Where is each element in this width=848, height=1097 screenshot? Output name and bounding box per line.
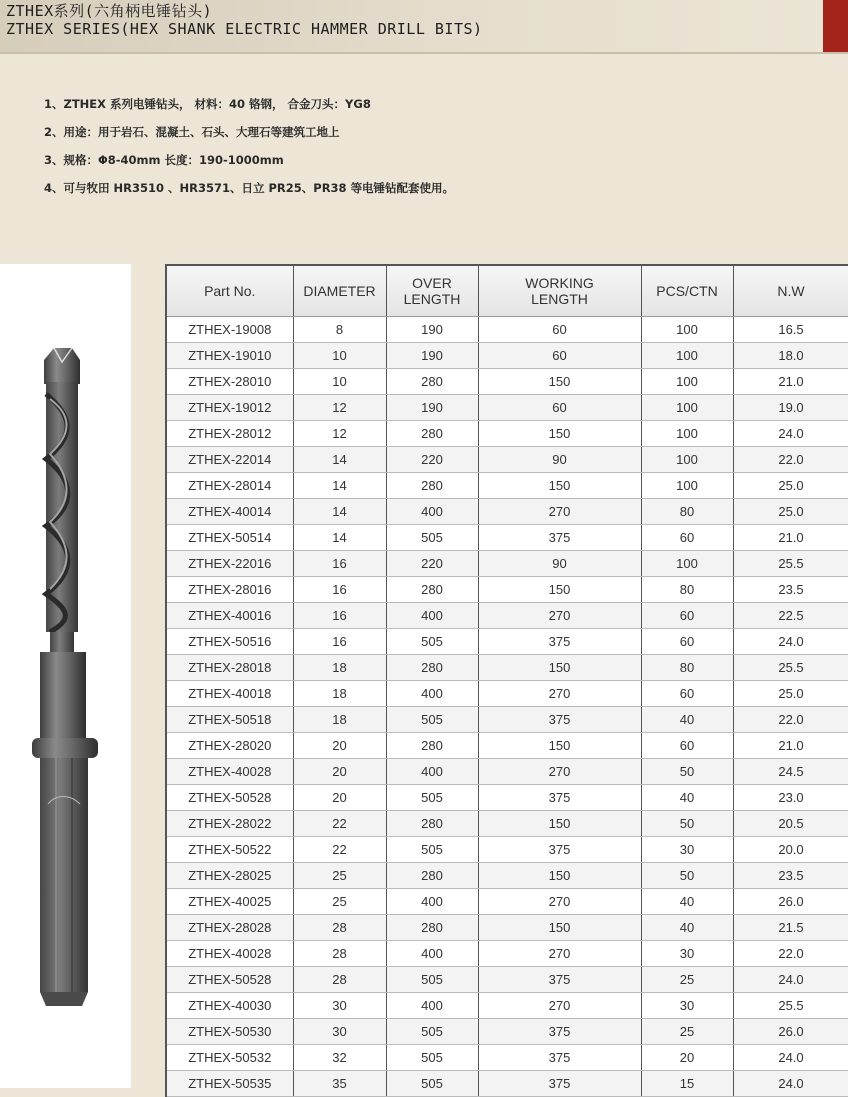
diameter-cell: 16 <box>293 551 386 577</box>
pcs-ctn-cell: 100 <box>641 421 733 447</box>
part-no-cell: ZTHEX-19010 <box>166 343 293 369</box>
nw-cell: 22.0 <box>733 447 848 473</box>
nw-cell: 20.0 <box>733 837 848 863</box>
pcs-ctn-cell: 100 <box>641 369 733 395</box>
diameter-cell: 28 <box>293 967 386 993</box>
part-no-cell: ZTHEX-50528 <box>166 785 293 811</box>
nw-cell: 26.0 <box>733 889 848 915</box>
part-no-cell: ZTHEX-50518 <box>166 707 293 733</box>
nw-cell: 18.0 <box>733 343 848 369</box>
diameter-cell: 14 <box>293 473 386 499</box>
title-english: ZTHEX SERIES(HEX SHANK ELECTRIC HAMMER DRILL BITS) <box>6 20 483 38</box>
table-row <box>166 577 848 603</box>
nw-cell: 24.0 <box>733 421 848 447</box>
table-row <box>166 681 848 707</box>
table-row <box>166 525 848 551</box>
over-length-cell: 400 <box>386 889 478 915</box>
pcs-ctn-cell: 100 <box>641 473 733 499</box>
spec-item: 2、用途：用于岩石、混凝土、石头、大理石等建筑工地上 <box>44 125 340 139</box>
table-row <box>166 1019 848 1045</box>
spec-table <box>165 264 848 1097</box>
working-length-cell: 270 <box>478 499 641 525</box>
over-length-cell: 505 <box>386 837 478 863</box>
col-pcs-ctn: PCS/CTN <box>641 265 733 317</box>
working-length-cell: 375 <box>478 629 641 655</box>
table-row <box>166 603 848 629</box>
pcs-ctn-cell: 40 <box>641 707 733 733</box>
working-length-cell: 270 <box>478 993 641 1019</box>
diameter-cell: 14 <box>293 525 386 551</box>
part-no-cell: ZTHEX-40014 <box>166 499 293 525</box>
diameter-cell: 8 <box>293 317 386 343</box>
over-length-cell: 505 <box>386 629 478 655</box>
table-row <box>166 811 848 837</box>
table-row <box>166 915 848 941</box>
working-length-cell: 150 <box>478 655 641 681</box>
diameter-cell: 25 <box>293 863 386 889</box>
part-no-cell: ZTHEX-28016 <box>166 577 293 603</box>
nw-cell: 20.5 <box>733 811 848 837</box>
over-length-cell: 280 <box>386 421 478 447</box>
diameter-cell: 22 <box>293 837 386 863</box>
part-no-cell: ZTHEX-50528 <box>166 967 293 993</box>
pcs-ctn-cell: 50 <box>641 811 733 837</box>
part-no-cell: ZTHEX-19008 <box>166 317 293 343</box>
table-row <box>166 317 848 343</box>
nw-cell: 25.5 <box>733 655 848 681</box>
pcs-ctn-cell: 60 <box>641 525 733 551</box>
over-length-cell: 505 <box>386 1045 478 1071</box>
part-no-cell: ZTHEX-40018 <box>166 681 293 707</box>
spec-list <box>44 94 454 206</box>
working-length-cell: 375 <box>478 1071 641 1097</box>
working-length-cell: 90 <box>478 447 641 473</box>
over-length-cell: 280 <box>386 733 478 759</box>
part-no-cell: ZTHEX-28025 <box>166 863 293 889</box>
part-no-cell: ZTHEX-28018 <box>166 655 293 681</box>
table-row <box>166 343 848 369</box>
over-length-cell: 220 <box>386 551 478 577</box>
table-row <box>166 395 848 421</box>
spec-item: 3、规格：Φ8-40mm 长度：190-1000mm <box>44 153 284 167</box>
table-row <box>166 707 848 733</box>
part-no-cell: ZTHEX-50530 <box>166 1019 293 1045</box>
diameter-cell: 18 <box>293 655 386 681</box>
nw-cell: 24.0 <box>733 967 848 993</box>
part-no-cell: ZTHEX-50532 <box>166 1045 293 1071</box>
working-length-cell: 270 <box>478 759 641 785</box>
part-no-cell: ZTHEX-40016 <box>166 603 293 629</box>
nw-cell: 22.5 <box>733 603 848 629</box>
pcs-ctn-cell: 100 <box>641 395 733 421</box>
diameter-cell: 16 <box>293 629 386 655</box>
part-no-cell: ZTHEX-50516 <box>166 629 293 655</box>
diameter-cell: 12 <box>293 421 386 447</box>
table-row <box>166 837 848 863</box>
part-no-cell: ZTHEX-22014 <box>166 447 293 473</box>
diameter-cell: 35 <box>293 1071 386 1097</box>
pcs-ctn-cell: 30 <box>641 941 733 967</box>
pcs-ctn-cell: 100 <box>641 343 733 369</box>
over-length-cell: 400 <box>386 681 478 707</box>
table-row <box>166 421 848 447</box>
part-no-cell: ZTHEX-40030 <box>166 993 293 1019</box>
working-length-cell: 60 <box>478 317 641 343</box>
nw-cell: 23.5 <box>733 577 848 603</box>
table-row <box>166 941 848 967</box>
col-working-length: WORKING LENGTH <box>478 265 641 317</box>
pcs-ctn-cell: 15 <box>641 1071 733 1097</box>
pcs-ctn-cell: 40 <box>641 785 733 811</box>
working-length-cell: 150 <box>478 811 641 837</box>
product-photo <box>0 264 131 1088</box>
over-length-cell: 190 <box>386 395 478 421</box>
working-length-cell: 375 <box>478 785 641 811</box>
pcs-ctn-cell: 100 <box>641 317 733 343</box>
part-no-cell: ZTHEX-50514 <box>166 525 293 551</box>
table-body <box>166 317 848 1097</box>
table-row <box>166 1045 848 1071</box>
pcs-ctn-cell: 25 <box>641 967 733 993</box>
table-row <box>166 499 848 525</box>
pcs-ctn-cell: 30 <box>641 837 733 863</box>
part-no-cell: ZTHEX-28022 <box>166 811 293 837</box>
pcs-ctn-cell: 25 <box>641 1019 733 1045</box>
working-length-cell: 375 <box>478 967 641 993</box>
over-length-cell: 280 <box>386 811 478 837</box>
pcs-ctn-cell: 50 <box>641 759 733 785</box>
over-length-cell: 400 <box>386 499 478 525</box>
working-length-cell: 375 <box>478 837 641 863</box>
nw-cell: 25.5 <box>733 551 848 577</box>
pcs-ctn-cell: 30 <box>641 993 733 1019</box>
nw-cell: 21.0 <box>733 525 848 551</box>
working-length-cell: 150 <box>478 863 641 889</box>
nw-cell: 22.0 <box>733 941 848 967</box>
over-length-cell: 505 <box>386 785 478 811</box>
over-length-cell: 280 <box>386 473 478 499</box>
title-chinese: ZTHEX系列(六角柄电锤钻头) <box>6 2 213 20</box>
working-length-cell: 90 <box>478 551 641 577</box>
over-length-cell: 505 <box>386 707 478 733</box>
table-row <box>166 629 848 655</box>
diameter-cell: 25 <box>293 889 386 915</box>
table-row <box>166 733 848 759</box>
pcs-ctn-cell: 40 <box>641 889 733 915</box>
over-length-cell: 400 <box>386 759 478 785</box>
nw-cell: 22.0 <box>733 707 848 733</box>
table-row <box>166 993 848 1019</box>
pcs-ctn-cell: 60 <box>641 603 733 629</box>
col-diameter: DIAMETER <box>293 265 386 317</box>
over-length-cell: 400 <box>386 993 478 1019</box>
over-length-cell: 505 <box>386 1071 478 1097</box>
nw-cell: 23.0 <box>733 785 848 811</box>
over-length-cell: 280 <box>386 655 478 681</box>
table-row <box>166 447 848 473</box>
diameter-cell: 22 <box>293 811 386 837</box>
table-row <box>166 551 848 577</box>
diameter-cell: 10 <box>293 343 386 369</box>
over-length-cell: 280 <box>386 577 478 603</box>
diameter-cell: 28 <box>293 915 386 941</box>
pcs-ctn-cell: 50 <box>641 863 733 889</box>
diameter-cell: 30 <box>293 993 386 1019</box>
pcs-ctn-cell: 80 <box>641 499 733 525</box>
nw-cell: 23.5 <box>733 863 848 889</box>
diameter-cell: 30 <box>293 1019 386 1045</box>
header-divider <box>0 52 848 54</box>
table-row <box>166 759 848 785</box>
table-row <box>166 473 848 499</box>
part-no-cell: ZTHEX-28010 <box>166 369 293 395</box>
working-length-cell: 270 <box>478 681 641 707</box>
over-length-cell: 220 <box>386 447 478 473</box>
over-length-cell: 400 <box>386 941 478 967</box>
pcs-ctn-cell: 100 <box>641 551 733 577</box>
nw-cell: 21.5 <box>733 915 848 941</box>
working-length-cell: 150 <box>478 421 641 447</box>
table-header-row <box>166 265 848 317</box>
spec-item: 4、可与牧田 HR3510 、HR3571、日立 PR25、PR38 等电锤钻配套使用。 <box>44 181 455 195</box>
working-length-cell: 150 <box>478 915 641 941</box>
nw-cell: 26.0 <box>733 1019 848 1045</box>
diameter-cell: 16 <box>293 577 386 603</box>
part-no-cell: ZTHEX-28012 <box>166 421 293 447</box>
over-length-cell: 505 <box>386 525 478 551</box>
part-no-cell: ZTHEX-28020 <box>166 733 293 759</box>
over-length-cell: 400 <box>386 603 478 629</box>
diameter-cell: 20 <box>293 785 386 811</box>
nw-cell: 21.0 <box>733 369 848 395</box>
working-length-cell: 150 <box>478 369 641 395</box>
diameter-cell: 14 <box>293 499 386 525</box>
pcs-ctn-cell: 100 <box>641 447 733 473</box>
part-no-cell: ZTHEX-40025 <box>166 889 293 915</box>
nw-cell: 25.0 <box>733 499 848 525</box>
table-row <box>166 967 848 993</box>
table-row <box>166 785 848 811</box>
nw-cell: 21.0 <box>733 733 848 759</box>
part-no-cell: ZTHEX-50522 <box>166 837 293 863</box>
diameter-cell: 28 <box>293 941 386 967</box>
nw-cell: 24.5 <box>733 759 848 785</box>
working-length-cell: 270 <box>478 941 641 967</box>
working-length-cell: 375 <box>478 1019 641 1045</box>
part-no-cell: ZTHEX-28028 <box>166 915 293 941</box>
part-no-cell: ZTHEX-22016 <box>166 551 293 577</box>
pcs-ctn-cell: 60 <box>641 733 733 759</box>
working-length-cell: 60 <box>478 343 641 369</box>
nw-cell: 16.5 <box>733 317 848 343</box>
part-no-cell: ZTHEX-19012 <box>166 395 293 421</box>
col-nw: N.W <box>733 265 848 317</box>
page-header <box>0 0 848 52</box>
working-length-cell: 150 <box>478 577 641 603</box>
hammer-drill-bit-icon <box>0 264 131 1088</box>
part-no-cell: ZTHEX-40028 <box>166 941 293 967</box>
diameter-cell: 16 <box>293 603 386 629</box>
pcs-ctn-cell: 80 <box>641 655 733 681</box>
nw-cell: 25.5 <box>733 993 848 1019</box>
working-length-cell: 150 <box>478 473 641 499</box>
table-row <box>166 369 848 395</box>
table-row <box>166 1071 848 1097</box>
working-length-cell: 375 <box>478 707 641 733</box>
pcs-ctn-cell: 60 <box>641 681 733 707</box>
over-length-cell: 280 <box>386 915 478 941</box>
working-length-cell: 60 <box>478 395 641 421</box>
working-length-cell: 270 <box>478 603 641 629</box>
table-row <box>166 889 848 915</box>
nw-cell: 24.0 <box>733 629 848 655</box>
working-length-cell: 375 <box>478 1045 641 1071</box>
diameter-cell: 10 <box>293 369 386 395</box>
over-length-cell: 280 <box>386 369 478 395</box>
diameter-cell: 20 <box>293 759 386 785</box>
nw-cell: 24.0 <box>733 1045 848 1071</box>
table-row <box>166 863 848 889</box>
nw-cell: 25.0 <box>733 681 848 707</box>
nw-cell: 19.0 <box>733 395 848 421</box>
col-part-no: Part No. <box>166 265 293 317</box>
part-no-cell: ZTHEX-28014 <box>166 473 293 499</box>
diameter-cell: 20 <box>293 733 386 759</box>
pcs-ctn-cell: 60 <box>641 629 733 655</box>
pcs-ctn-cell: 20 <box>641 1045 733 1071</box>
over-length-cell: 280 <box>386 863 478 889</box>
diameter-cell: 32 <box>293 1045 386 1071</box>
col-over-length: OVER LENGTH <box>386 265 478 317</box>
accent-bar <box>823 0 848 52</box>
diameter-cell: 14 <box>293 447 386 473</box>
diameter-cell: 18 <box>293 681 386 707</box>
working-length-cell: 375 <box>478 525 641 551</box>
pcs-ctn-cell: 40 <box>641 915 733 941</box>
working-length-cell: 270 <box>478 889 641 915</box>
over-length-cell: 190 <box>386 317 478 343</box>
spec-item: 1、ZTHEX 系列电锤钻头， 材料：40 铬钢， 合金刀头：YG8 <box>44 97 371 111</box>
nw-cell: 24.0 <box>733 1071 848 1097</box>
pcs-ctn-cell: 80 <box>641 577 733 603</box>
diameter-cell: 18 <box>293 707 386 733</box>
table-row <box>166 655 848 681</box>
over-length-cell: 505 <box>386 1019 478 1045</box>
over-length-cell: 190 <box>386 343 478 369</box>
over-length-cell: 505 <box>386 967 478 993</box>
part-no-cell: ZTHEX-40028 <box>166 759 293 785</box>
part-no-cell: ZTHEX-50535 <box>166 1071 293 1097</box>
diameter-cell: 12 <box>293 395 386 421</box>
nw-cell: 25.0 <box>733 473 848 499</box>
working-length-cell: 150 <box>478 733 641 759</box>
